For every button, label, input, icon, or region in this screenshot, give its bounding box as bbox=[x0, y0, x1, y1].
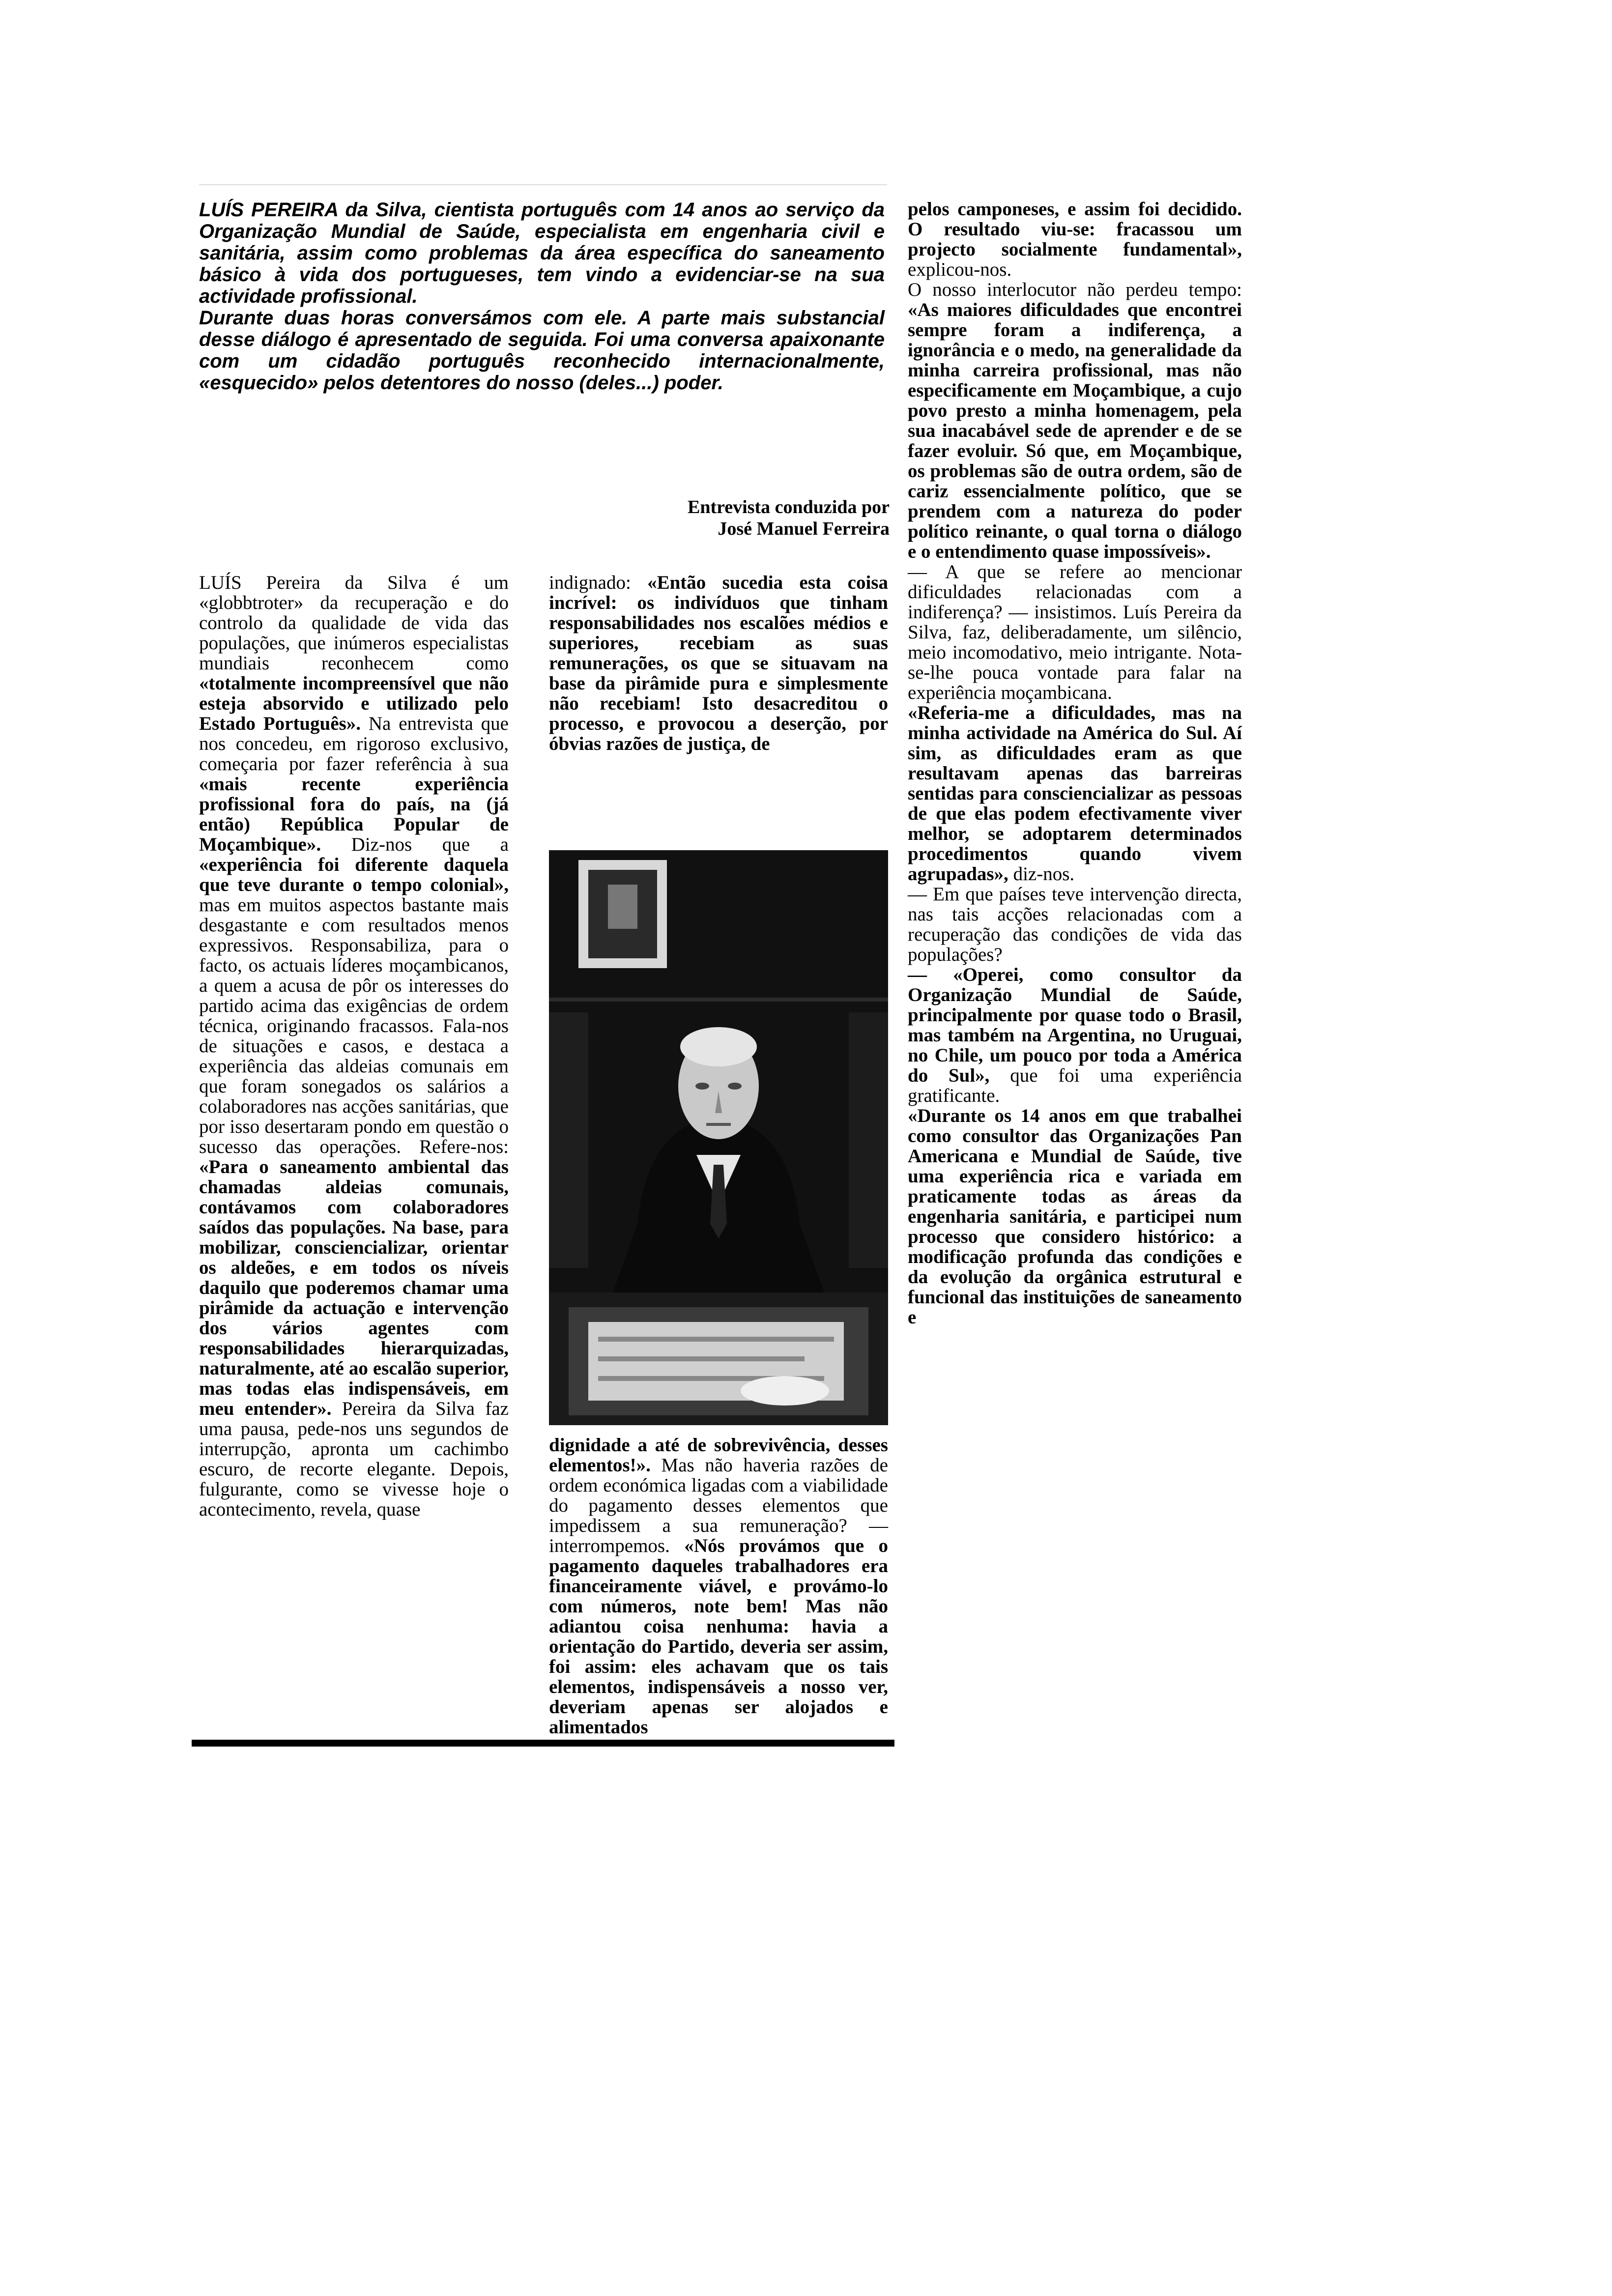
column-3-paragraph-6: — «Operei, como consultor da Organização Mundial de Saúde, principalmente por quase todo o Brasil, mas também na Argentina, no Uruguai, no Chile, um pouco por toda a América do Sul», que foi uma experiência gratificante. bbox=[908, 964, 1242, 1106]
lead-intro bbox=[199, 199, 885, 394]
column-3-paragraph-7: «Durante os 14 anos em que trabalhei como consultor das Organizações Pan Americana e Mundial de Saúde, tive uma experiência rica e variada em praticamente todas as áreas da engenharia sanitária, e participei num processo que considero histórico: a modificação profunda das condições e da evolução da orgânica estrutural e funcional das instituições de saneamento e bbox=[908, 1105, 1242, 1328]
lead-paragraph-2: Durante duas horas conversámos com ele. A parte mais substancial desse diálogo é apresentado de seguida. Foi uma conversa apaixonante com um cidadão português reconhecido internacionalmente, «esquecido» pelos detentores do nosso (deles...) poder. bbox=[199, 307, 885, 394]
interview-credit bbox=[511, 496, 890, 540]
credit-author: José Manuel Ferreira bbox=[718, 518, 890, 539]
column-2-top-text: indignado: «Então sucedia esta coisa incrível: os indivíduos que tinham responsabilidades nos escalões médios e superiores, recebiam as suas remunerações, os que se situavam na base da pirâmide pura e simplesmente não recebiam! Isto desacreditou o processo, e provocou a deserção, por óbvias razões de justiça, de bbox=[549, 572, 888, 754]
article-column-1 bbox=[199, 573, 509, 1520]
column-3-paragraph-4: «Referia-me a dificuldades, mas na minha actividade na América do Sul. Aí sim, as dificuldades eram as que resultavam apenas das barreiras sentidas para consciencializar as pessoas de que elas podem efectivamente viver melhor, se adoptarem determinados procedimentos quando vivem agrupadas», diz-nos. bbox=[908, 702, 1242, 885]
portrait-photo bbox=[549, 850, 888, 1425]
article-column-3 bbox=[908, 199, 1242, 1327]
credit-line-1: Entrevista conduzida por bbox=[687, 497, 890, 517]
column-3-paragraph-1: pelos camponeses, e assim foi decidido. O resultado viu-se: fracassou um projecto socialmente fundamental», explicou-nos. bbox=[908, 199, 1242, 280]
article-bottom-rule bbox=[192, 1740, 894, 1747]
article-column-2-top bbox=[549, 573, 888, 754]
lead-name: LUÍS PEREIRA bbox=[199, 199, 338, 221]
column-3-paragraph-2: O nosso interlocutor não perdeu tempo: «As maiores dificuldades que encontrei sempre foram a indiferença, a ignorância e o medo, na generalidade da minha carreira profissional, mas não especificamente em Moçambique, a cujo povo presto a minha homenagem, pela sua inacabável sede de aprender e de se fazer evoluir. Só que, em Moçambique, os problemas são de outra ordem, são de cariz essencialmente político, que se prendem com a natureza do poder político reinante, o qual torna o diálogo e o entendimento quase impossíveis». bbox=[908, 279, 1242, 562]
column-3-paragraph-5: — Em que países teve intervenção directa, nas tais acções relacionadas com a recuperação das condições de vida das populações? bbox=[908, 884, 1242, 965]
column-1-text: LUÍS Pereira da Silva é um «globbtroter» da recuperação e do controlo da qualidade de vida das populações, que inúmeros especialistas mundiais reconhecem como «totalmente incompreensível que não esteja absorvido e utilizado pelo Estado Português». Na entrevista que nos concedeu, em rigoroso exclusivo, começaria por fazer referência à sua «mais recente experiência profissional fora do país, na (já então) República Popular de Moçambique». Diz-nos que a «experiência foi diferente daquela que teve durante o tempo colonial», mas em muitos aspectos bastante mais desgastante e com resultados menos expressivos. Responsabiliza, para o facto, os actuais líderes moçambicanos, a quem a acusa de pôr os interesses do partido acima das exigências de ordem técnica, originando fracassos. Fala-nos de situações e casos, e destaca a experiência das aldeias comunais em que foram sonegados os salários a colaboradores nas acções sanitárias, que por isso desertaram pondo em questão o sucesso das operações. Refere-nos: «Para o saneamento ambiental das chamadas aldeias comunais, contávamos com colaboradores saídos das populações. Na base, para mobilizar, consciencializar, orientar os aldeões, e em todos os níveis daquilo que poderemos chamar uma pirâmide da actuação e intervenção dos vários agentes com responsabilidades hierarquizadas, naturalmente, até ao escalão superior, mas todas elas indispensáveis, em meu entender». Pereira da Silva faz uma pausa, pede-nos uns segundos de interrupção, apronta um cachimbo escuro, de recorte elegante. Depois, fulgurante, como se vivesse hoje o acontecimento, revela, quase bbox=[199, 572, 509, 1520]
lead-paragraph-1: LUÍS PEREIRA da Silva, cientista português com 14 anos ao serviço da Organização Mundial de Saúde, especialista em engenharia civil e sanitária, assim como problemas da área específica do saneamento básico à vida dos portugueses, tem vindo a evidenciar-se na sua actividade profissional. bbox=[199, 199, 885, 307]
column-2-bottom-text: dignidade a até de sobrevivência, desses elementos!». Mas não haveria razões de ordem económica ligadas com a viabilidade do pagamento desses elementos que impedissem a sua remuneração? — interrompemos. «Nós provámos que o pagamento daqueles trabalhadores era financeiramente viável, e provámo-lo com números, note bem! Mas não adiantou coisa nenhuma: havia a orientação do Partido, deveria ser assim, foi assim: eles achavam que os tais elementos, indispensáveis a nosso ver, deveriam apenas ser alojados e alimentados bbox=[549, 1435, 888, 1738]
article-column-2-bottom bbox=[549, 1435, 888, 1737]
top-faint-rule bbox=[199, 184, 887, 185]
column-3-paragraph-3: — A que se refere ao mencionar dificuldades relacionadas com a indiferença? — insistimos. Luís Pereira da Silva, faz, deliberadamente, um silêncio, meio incomodativo, meio intrigante. Nota-se-lhe pouca vontade para falar na experiência moçambicana. bbox=[908, 561, 1242, 703]
